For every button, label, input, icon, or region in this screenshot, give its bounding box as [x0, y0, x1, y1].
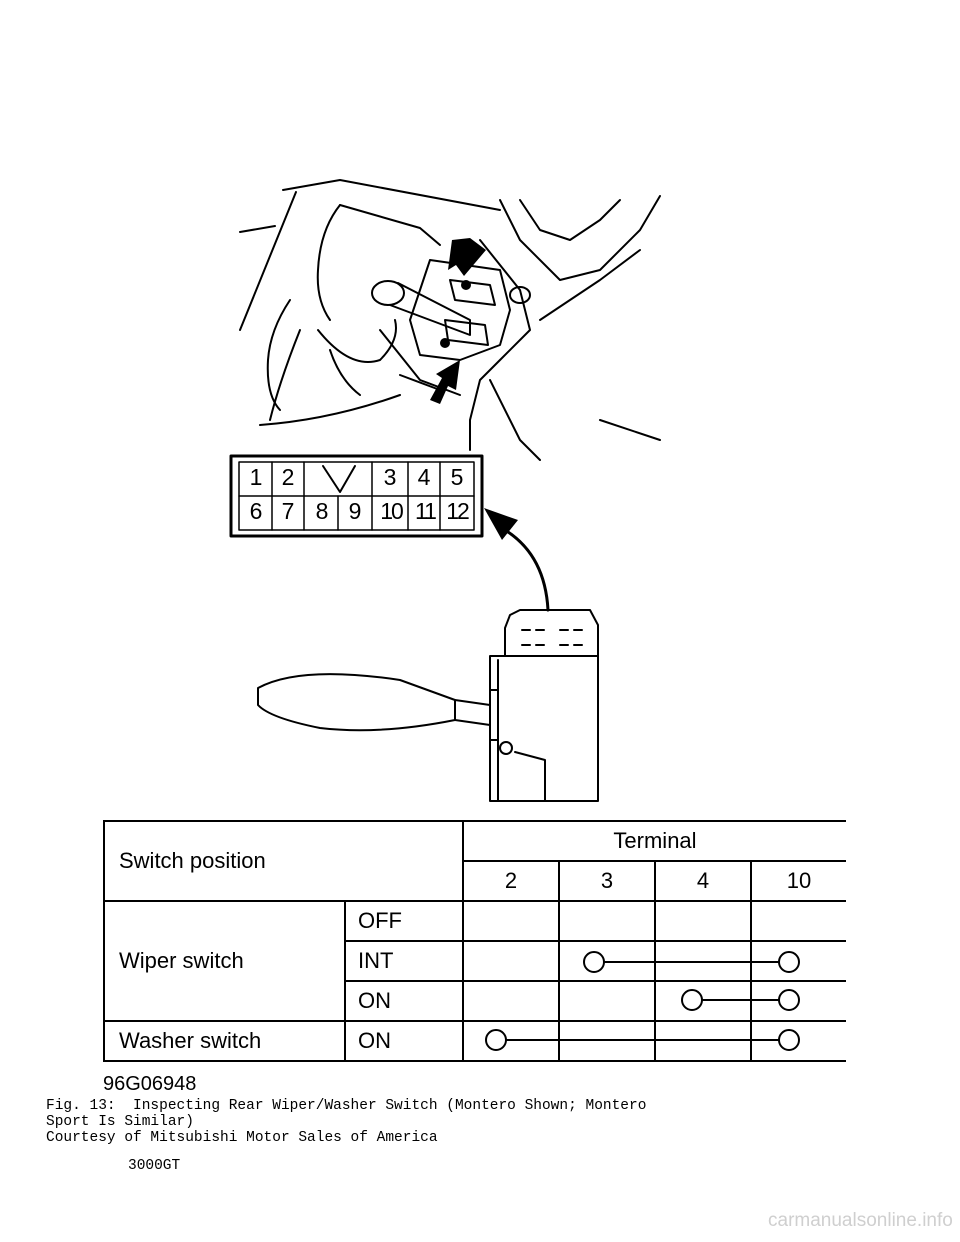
washer-switch-label: Washer switch: [104, 1021, 345, 1061]
wiper-switch-label: Wiper switch: [104, 901, 345, 1021]
footer-model: 3000GT: [128, 1158, 181, 1174]
position-off: OFF: [345, 901, 463, 941]
figure-id: 96G06948: [103, 1073, 197, 1095]
header-terminal: Terminal: [463, 821, 846, 861]
terminal-header: 10: [751, 861, 846, 901]
pin-label: 8: [315, 498, 329, 524]
pin-label: 11: [415, 498, 435, 524]
position-int: INT: [345, 941, 463, 981]
pin-label: 1: [249, 464, 263, 490]
washer-position-on: ON: [345, 1021, 463, 1061]
cell: [751, 901, 846, 941]
cell: [655, 941, 751, 981]
pin-label: 4: [417, 464, 431, 490]
caption-line: Courtesy of Mitsubishi Motor Sales of America: [46, 1130, 438, 1146]
cell: [751, 941, 846, 981]
position-on: ON: [345, 981, 463, 1021]
watermark: carmanualsonline.info: [768, 1210, 953, 1231]
cell: [463, 981, 559, 1021]
cell: [559, 941, 655, 981]
cell: [655, 1021, 751, 1061]
pin-label: 9: [348, 498, 362, 524]
pin-label: 10: [380, 498, 402, 524]
cell: [463, 1021, 559, 1061]
cell: [463, 901, 559, 941]
cell: [751, 1021, 846, 1061]
terminal-header: 4: [655, 861, 751, 901]
cell: [655, 901, 751, 941]
curved-arrow: [484, 508, 548, 610]
pin-label: 12: [446, 498, 468, 524]
pin-label: 2: [281, 464, 295, 490]
pin-label: 7: [281, 498, 295, 524]
cell: [751, 981, 846, 1021]
figure-caption: [46, 1098, 646, 1146]
pin-label: 5: [450, 464, 464, 490]
cell: [559, 1021, 655, 1061]
continuity-table: [103, 820, 846, 1062]
cell: [559, 981, 655, 1021]
pin-label: 3: [383, 464, 397, 490]
caption-line: Sport Is Similar): [46, 1114, 194, 1130]
header-switch-position: Switch position: [104, 821, 463, 901]
cell: [463, 941, 559, 981]
pin-label: 6: [249, 498, 263, 524]
wiper-switch-drawing: [258, 610, 598, 801]
cell: [559, 901, 655, 941]
terminal-header: 3: [559, 861, 655, 901]
terminal-header: 2: [463, 861, 559, 901]
steering-column-drawing: [240, 180, 660, 460]
cell: [655, 981, 751, 1021]
caption-line: Fig. 13: Inspecting Rear Wiper/Washer Switch (Montero Shown; Montero: [46, 1098, 647, 1114]
